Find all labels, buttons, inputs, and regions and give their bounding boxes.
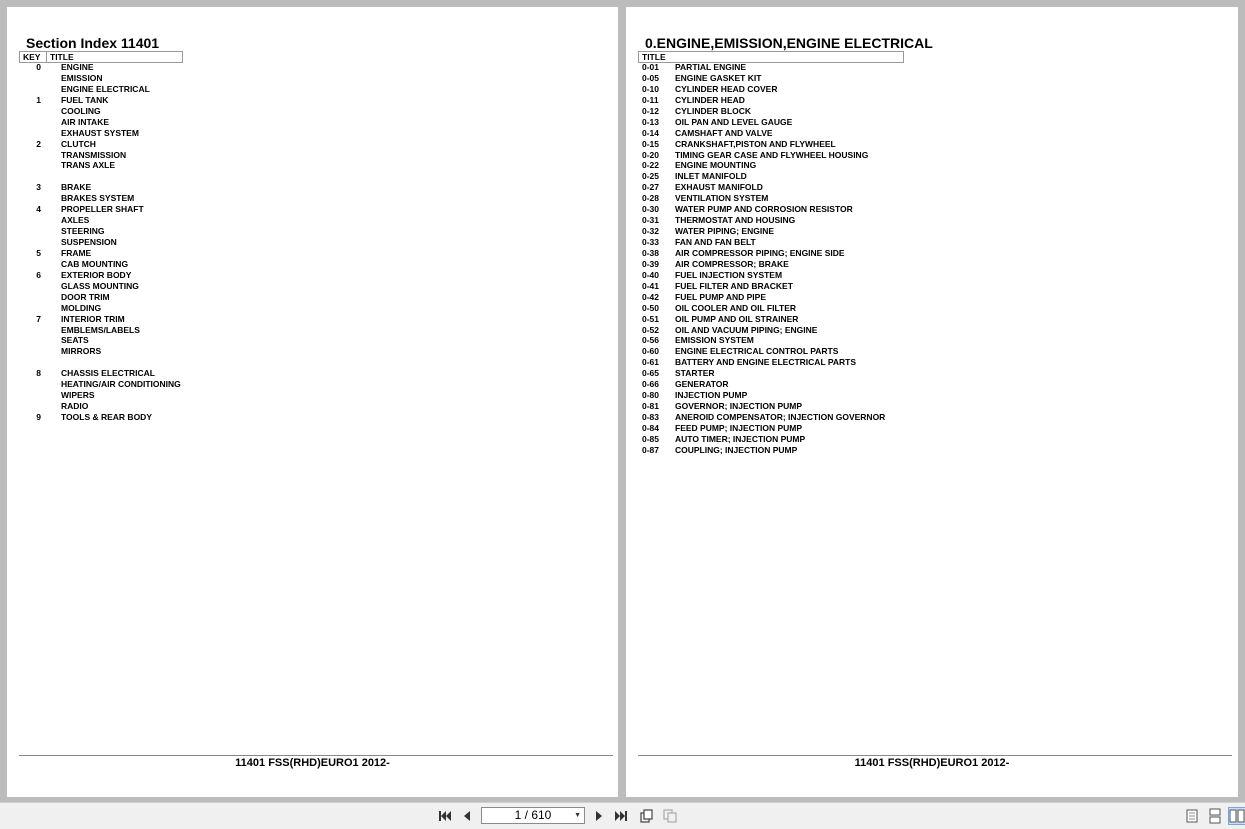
group-name: COUPLING; INJECTION PUMP bbox=[675, 444, 798, 455]
group-code: 0-22 bbox=[642, 160, 660, 171]
list-item[interactable] bbox=[642, 139, 1042, 150]
group-code: 0-01 bbox=[642, 62, 660, 72]
list-item[interactable] bbox=[24, 84, 324, 95]
group-name: AIR COMPRESSOR PIPING; ENGINE SIDE bbox=[675, 247, 845, 258]
list-item[interactable] bbox=[24, 106, 324, 117]
continuous-view-icon[interactable] bbox=[1207, 808, 1223, 824]
group-code: 0-12 bbox=[642, 105, 660, 116]
list-item[interactable] bbox=[24, 357, 324, 368]
group-code: 0-30 bbox=[642, 204, 660, 215]
section-key: 9 bbox=[36, 412, 41, 422]
section-title: MIRRORS bbox=[61, 346, 102, 357]
page-footer: 11401 FSS(RHD)EURO1 2012- bbox=[854, 757, 1010, 769]
two-page-view-icon[interactable] bbox=[1229, 808, 1245, 824]
rotate-disabled-icon[interactable] bbox=[662, 808, 678, 824]
list-item[interactable] bbox=[642, 117, 1042, 128]
first-page-icon[interactable] bbox=[437, 808, 453, 824]
list-item[interactable] bbox=[642, 248, 1042, 259]
section-key: 5 bbox=[36, 247, 41, 258]
prev-page-icon[interactable] bbox=[459, 808, 475, 824]
list-item[interactable] bbox=[24, 226, 324, 237]
group-code: 0-61 bbox=[642, 357, 660, 368]
list-item[interactable] bbox=[24, 204, 324, 215]
list-item[interactable] bbox=[642, 95, 1042, 106]
section-title: ENGINE bbox=[61, 62, 94, 72]
list-item[interactable] bbox=[642, 84, 1042, 95]
list-item[interactable] bbox=[24, 128, 324, 139]
list-item[interactable] bbox=[642, 292, 1042, 303]
list-item[interactable] bbox=[24, 139, 324, 150]
group-code: 0-81 bbox=[642, 401, 660, 412]
group-name: GOVERNOR; INJECTION PUMP bbox=[675, 401, 803, 412]
group-name: OIL AND VACUUM PIPING; ENGINE bbox=[675, 324, 818, 335]
section-title: SEATS bbox=[61, 335, 89, 346]
list-item[interactable] bbox=[24, 281, 324, 292]
list-item[interactable] bbox=[24, 160, 324, 171]
list-item[interactable] bbox=[24, 314, 324, 325]
section-title: FUEL TANK bbox=[61, 94, 109, 105]
group-name: FUEL INJECTION SYSTEM bbox=[675, 269, 783, 280]
single-page-view-icon[interactable] bbox=[1184, 808, 1200, 824]
group-name: CYLINDER HEAD COVER bbox=[675, 83, 778, 94]
group-code: 0-85 bbox=[642, 433, 660, 444]
group-code: 0-84 bbox=[642, 422, 660, 433]
list-item[interactable] bbox=[642, 412, 1042, 423]
group-code: 0-13 bbox=[642, 116, 660, 127]
group-code: 0-80 bbox=[642, 390, 660, 401]
group-name: CAMSHAFT AND VALVE bbox=[675, 127, 773, 138]
list-item[interactable] bbox=[24, 412, 324, 423]
group-name: THERMOSTAT AND HOUSING bbox=[675, 215, 796, 226]
header-divider bbox=[46, 52, 47, 62]
group-code: 0-60 bbox=[642, 346, 660, 357]
list-item[interactable] bbox=[642, 259, 1042, 270]
list-item[interactable] bbox=[642, 325, 1042, 336]
list-item[interactable] bbox=[642, 346, 1042, 357]
footer-divider bbox=[19, 755, 613, 756]
section-title: TRANSMISSION bbox=[61, 149, 127, 160]
group-name: GENERATOR bbox=[675, 379, 729, 390]
section-key: 4 bbox=[36, 204, 41, 215]
group-list bbox=[642, 62, 1042, 456]
group-name: OIL PUMP AND OIL STRAINER bbox=[675, 313, 799, 324]
section-key: 1 bbox=[36, 94, 41, 105]
section-title: WIPERS bbox=[61, 390, 95, 401]
page-title: 0.ENGINE,EMISSION,ENGINE ELECTRICAL bbox=[645, 35, 933, 51]
group-name: OIL PAN AND LEVEL GAUGE bbox=[675, 116, 793, 127]
list-item[interactable] bbox=[24, 303, 324, 314]
list-item[interactable] bbox=[642, 62, 1042, 73]
list-item[interactable] bbox=[24, 368, 324, 379]
group-code: 0-40 bbox=[642, 269, 660, 280]
group-name: FAN AND FAN BELT bbox=[675, 237, 756, 247]
group-name: ANEROID COMPENSATOR; INJECTION GOVERNOR bbox=[675, 412, 886, 422]
page-title: Section Index 11401 bbox=[26, 35, 160, 51]
section-key: 2 bbox=[36, 138, 41, 149]
group-name: CYLINDER BLOCK bbox=[675, 105, 752, 116]
section-title: EXTERIOR BODY bbox=[61, 269, 132, 280]
group-name: TIMING GEAR CASE AND FLYWHEEL HOUSING bbox=[675, 149, 869, 160]
list-item[interactable] bbox=[24, 182, 324, 193]
list-item[interactable] bbox=[642, 182, 1042, 193]
group-code: 0-25 bbox=[642, 171, 660, 182]
group-name: BATTERY AND ENGINE ELECTRICAL PARTS bbox=[675, 357, 857, 368]
list-item[interactable] bbox=[24, 62, 324, 73]
section-title: EMISSION bbox=[61, 72, 103, 83]
section-title: AXLES bbox=[61, 215, 90, 226]
chevron-down-icon: ▼ bbox=[574, 812, 581, 819]
list-item[interactable] bbox=[24, 193, 324, 204]
list-item[interactable] bbox=[24, 325, 324, 336]
group-name: EMISSION SYSTEM bbox=[675, 335, 754, 346]
group-code: 0-83 bbox=[642, 412, 660, 422]
section-title: HEATING/AIR CONDITIONING bbox=[61, 379, 181, 390]
group-code: 0-11 bbox=[642, 94, 659, 105]
viewer-toolbar bbox=[0, 802, 1245, 829]
list-item[interactable] bbox=[642, 357, 1042, 368]
list-item[interactable] bbox=[24, 335, 324, 346]
section-title: STEERING bbox=[61, 226, 105, 237]
list-item[interactable] bbox=[24, 215, 324, 226]
group-code: 0-20 bbox=[642, 149, 660, 160]
group-code: 0-87 bbox=[642, 444, 660, 455]
group-code: 0-66 bbox=[642, 379, 660, 390]
group-name: ENGINE GASKET KIT bbox=[675, 72, 762, 83]
header-title: TITLE bbox=[642, 52, 666, 62]
group-name: EXHAUST MANIFOLD bbox=[675, 182, 763, 193]
list-item[interactable] bbox=[642, 160, 1042, 171]
group-name: WATER PUMP AND CORROSION RESISTOR bbox=[675, 204, 853, 215]
group-code: 0-31 bbox=[642, 215, 660, 226]
section-title: SUSPENSION bbox=[61, 237, 117, 247]
group-code: 0-42 bbox=[642, 291, 660, 302]
section-title: TOOLS & REAR BODY bbox=[61, 412, 152, 422]
section-title: COOLING bbox=[61, 105, 101, 116]
list-item[interactable] bbox=[642, 171, 1042, 182]
group-name: FUEL FILTER AND BRACKET bbox=[675, 280, 793, 291]
header-title: TITLE bbox=[50, 52, 74, 62]
list-item[interactable] bbox=[24, 237, 324, 248]
list-item[interactable] bbox=[642, 226, 1042, 237]
list-item[interactable] bbox=[642, 423, 1042, 434]
group-code: 0-56 bbox=[642, 335, 660, 346]
group-name: STARTER bbox=[675, 368, 715, 379]
list-item[interactable] bbox=[642, 445, 1042, 456]
section-title: EMBLEMS/LABELS bbox=[61, 324, 140, 335]
group-name: INLET MANIFOLD bbox=[675, 171, 747, 182]
page-footer: 11401 FSS(RHD)EURO1 2012- bbox=[235, 757, 390, 769]
list-item[interactable] bbox=[642, 434, 1042, 445]
section-title: BRAKES SYSTEM bbox=[61, 193, 135, 204]
list-item[interactable] bbox=[642, 237, 1042, 248]
list-item[interactable] bbox=[642, 215, 1042, 226]
group-name: WATER PIPING; ENGINE bbox=[675, 226, 775, 237]
section-title: CLUTCH bbox=[61, 138, 96, 149]
list-item[interactable] bbox=[24, 150, 324, 161]
list-item[interactable] bbox=[642, 303, 1042, 314]
group-name: VENTILATION SYSTEM bbox=[675, 193, 769, 204]
section-title: EXHAUST SYSTEM bbox=[61, 127, 139, 138]
list-item[interactable] bbox=[24, 171, 324, 182]
list-item[interactable] bbox=[24, 390, 324, 401]
list-item[interactable] bbox=[642, 204, 1042, 215]
group-code: 0-14 bbox=[642, 127, 660, 138]
section-title: AIR INTAKE bbox=[61, 116, 110, 127]
group-code: 0-28 bbox=[642, 193, 660, 204]
section-index-list bbox=[24, 62, 324, 423]
list-item[interactable] bbox=[24, 401, 324, 412]
list-item[interactable] bbox=[24, 270, 324, 281]
list-item[interactable] bbox=[24, 73, 324, 84]
section-title: CHASSIS ELECTRICAL bbox=[61, 368, 155, 379]
section-title: FRAME bbox=[61, 247, 92, 258]
section-title: ENGINE ELECTRICAL bbox=[61, 83, 150, 94]
group-name: OIL COOLER AND OIL FILTER bbox=[675, 302, 797, 313]
group-name: PARTIAL ENGINE bbox=[675, 62, 746, 72]
list-item[interactable] bbox=[642, 314, 1042, 325]
list-item[interactable] bbox=[642, 379, 1042, 390]
section-title: GLASS MOUNTING bbox=[61, 280, 139, 291]
section-title: RADIO bbox=[61, 401, 89, 412]
section-title: MOLDING bbox=[61, 302, 102, 313]
list-item[interactable] bbox=[642, 73, 1042, 84]
rotate-icon[interactable] bbox=[638, 808, 654, 824]
list-item[interactable] bbox=[24, 95, 324, 106]
group-code: 0-65 bbox=[642, 368, 660, 379]
page-number-input[interactable] bbox=[481, 807, 585, 824]
section-title: BRAKE bbox=[61, 182, 92, 193]
group-code: 0-27 bbox=[642, 182, 660, 193]
list-item[interactable] bbox=[24, 248, 324, 259]
group-code: 0-15 bbox=[642, 138, 660, 149]
list-item[interactable] bbox=[24, 292, 324, 303]
group-name: AIR COMPRESSOR; BRAKE bbox=[675, 258, 789, 269]
group-code: 0-38 bbox=[642, 247, 660, 258]
page-indicator: 1 / 610 bbox=[514, 808, 552, 822]
group-code: 0-52 bbox=[642, 324, 660, 335]
group-name: ENGINE ELECTRICAL CONTROL PARTS bbox=[675, 346, 839, 357]
group-code: 0-32 bbox=[642, 226, 660, 237]
list-item[interactable] bbox=[642, 270, 1042, 281]
list-item[interactable] bbox=[642, 401, 1042, 412]
group-code: 0-41 bbox=[642, 280, 660, 291]
list-item[interactable] bbox=[24, 379, 324, 390]
section-key: 6 bbox=[36, 269, 41, 280]
section-key: 3 bbox=[36, 182, 41, 193]
list-item[interactable] bbox=[642, 281, 1042, 292]
group-code: 0-39 bbox=[642, 258, 660, 269]
list-item[interactable] bbox=[642, 106, 1042, 117]
section-title: TRANS AXLE bbox=[61, 160, 115, 171]
group-name: INJECTION PUMP bbox=[675, 390, 748, 401]
group-name: FEED PUMP; INJECTION PUMP bbox=[675, 422, 803, 433]
group-code: 0-10 bbox=[642, 83, 660, 94]
group-code: 0-51 bbox=[642, 313, 660, 324]
group-name: FUEL PUMP AND PIPE bbox=[675, 291, 766, 302]
group-code: 0-33 bbox=[642, 237, 660, 247]
list-item[interactable] bbox=[24, 346, 324, 357]
group-code: 0-05 bbox=[642, 72, 660, 83]
group-name: ENGINE MOUNTING bbox=[675, 160, 757, 171]
list-item[interactable] bbox=[642, 128, 1042, 139]
list-item[interactable] bbox=[642, 150, 1042, 161]
section-key: 0 bbox=[36, 62, 41, 72]
group-name: CRANKSHAFT,PISTON AND FLYWHEEL bbox=[675, 138, 836, 149]
section-title: PROPELLER SHAFT bbox=[61, 204, 144, 215]
section-key: 8 bbox=[36, 368, 41, 379]
list-item[interactable] bbox=[642, 193, 1042, 204]
group-name: CYLINDER HEAD bbox=[675, 94, 745, 105]
last-page-icon[interactable] bbox=[613, 808, 629, 824]
section-key: 7 bbox=[36, 313, 41, 324]
list-item[interactable] bbox=[24, 259, 324, 270]
section-title: DOOR TRIM bbox=[61, 291, 110, 302]
group-code: 0-50 bbox=[642, 302, 660, 313]
section-title: CAB MOUNTING bbox=[61, 258, 129, 269]
footer-divider bbox=[638, 755, 1232, 756]
list-item[interactable] bbox=[642, 368, 1042, 379]
header-key: KEY bbox=[23, 52, 41, 62]
left-page bbox=[7, 7, 618, 797]
list-item[interactable] bbox=[642, 390, 1042, 401]
next-page-icon[interactable] bbox=[591, 808, 607, 824]
group-name: AUTO TIMER; INJECTION PUMP bbox=[675, 433, 806, 444]
list-item[interactable] bbox=[642, 335, 1042, 346]
section-title: INTERIOR TRIM bbox=[61, 313, 125, 324]
list-item[interactable] bbox=[24, 117, 324, 128]
right-page bbox=[626, 7, 1238, 797]
